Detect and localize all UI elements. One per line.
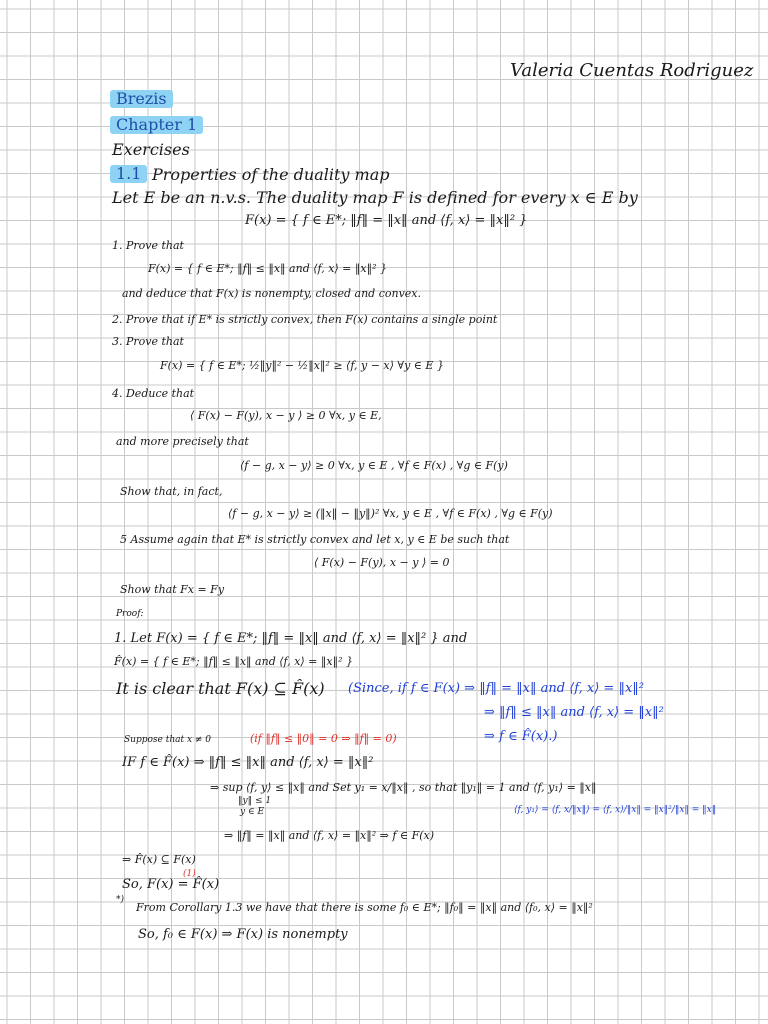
chapter-heading: Chapter 1	[110, 116, 203, 134]
exercise-3-label: 3. Prove that	[112, 335, 184, 348]
proof-footnote-mark: (1)	[183, 869, 196, 879]
proof-asterisk: *)	[116, 895, 125, 905]
proof-note-2: ⇒ ‖f‖ ≤ ‖x‖ and ⟨f, x⟩ = ‖x‖²	[484, 705, 664, 720]
exercise-4-formula-2: ⟨f − g, x − y⟩ ≥ 0 ∀x, y ∈ E , ∀f ∈ F(x) , ∀g ∈ F(y)	[240, 459, 508, 472]
subsection-title: Properties of the duality map	[152, 165, 390, 184]
proof-red-note: (if ‖f‖ ≤ ‖0‖ = 0 ⇒ ‖f‖ = 0)	[250, 732, 397, 745]
author-name: Valeria Cuentas Rodriguez	[510, 60, 754, 81]
exercise-5-formula: ⟨ F(x) − F(y), x − y ⟩ = 0	[314, 556, 450, 569]
proof-sup-constraint: ‖y‖ ≤ 1	[238, 796, 272, 806]
proof-note-3: ⇒ f ∈ F̂(x).)	[484, 729, 558, 744]
exercise-1-label: 1. Prove that	[112, 239, 184, 252]
proof-line-1: 1. Let F(x) = { f ∈ E*; ‖f‖ = ‖x‖ and ⟨f, x⟩ = ‖x‖² } and	[114, 631, 468, 646]
exercise-4-label: 4. Deduce that	[112, 387, 195, 400]
exercise-3-formula: F(x) = { f ∈ E*; ½‖y‖² − ½‖x‖² ≥ ⟨f, y − x⟩ ∀y ∈ E }	[160, 359, 444, 372]
definition-formula: F(x) = { f ∈ E*; ‖f‖ = ‖x‖ and ⟨f, x⟩ = ‖x‖² }	[245, 213, 528, 228]
proof-blue-calc: ⟨f, y₁⟩ = ⟨f, x/‖x‖⟩ = ⟨f, x⟩/‖x‖ = ‖x‖²/‖x‖ = ‖x‖	[514, 805, 717, 815]
exercise-5-show: Show that Fx = Fy	[120, 583, 225, 596]
proof-line-conclude: ⇒ ‖f‖ = ‖x‖ and ⟨f, x⟩ = ‖x‖² ⇒ f ∈ F(x)	[224, 829, 434, 842]
exercise-1-text: and deduce that F(x) is nonempty, closed and convex.	[122, 287, 421, 300]
proof-line-equality: So, F(x) = F̂(x)	[122, 877, 220, 892]
proof-suppose: Suppose that x ≠ 0	[124, 735, 212, 745]
exercise-4-formula-3: ⟨f − g, x − y⟩ ≥ (‖x‖ − ‖y‖)² ∀x, y ∈ E , ∀f ∈ F(x) , ∀g ∈ F(y)	[228, 507, 553, 520]
proof-nonempty: So, f₀ ∈ F(x) ⇒ F(x) is nonempty	[138, 927, 348, 942]
exercise-4-formula: ⟨ F(x) − F(y), x − y ⟩ ≥ 0 ∀x, y ∈ E,	[190, 409, 382, 422]
definition-line: Let E be an n.v.s. The duality map F is defined for every x ∈ E by	[112, 188, 638, 207]
proof-line-3: It is clear that F(x) ⊆ F̂(x)	[116, 679, 325, 698]
proof-line-inclusion: ⇒ F̂(x) ⊆ F(x)	[122, 853, 196, 866]
proof-line-2: F̂(x) = { f ∈ E*; ‖f‖ ≤ ‖x‖ and ⟨f, x⟩ = ‖x‖² }	[114, 655, 354, 668]
exercise-5-text: 5 Assume again that E* is strictly convex and let x, y ∈ E be such that	[120, 533, 510, 546]
proof-corollary: From Corollary 1.3 we have that there is some f₀ ∈ E*; ‖f₀‖ = ‖x‖ and ⟨f₀, x⟩ = ‖x‖²	[136, 901, 593, 914]
proof-line-if: IF f ∈ F̂(x) ⇒ ‖f‖ ≤ ‖x‖ and ⟨f, x⟩ = ‖x‖²	[122, 755, 374, 770]
exercise-4-text: and more precisely that	[116, 435, 249, 448]
proof-sup-domain: y ∈ E	[240, 807, 265, 817]
exercise-4-show: Show that, in fact,	[120, 485, 223, 498]
exercises-heading: Exercises	[112, 140, 190, 159]
exercise-2-text: 2. Prove that if E* is strictly convex, then F(x) contains a single point	[112, 313, 498, 326]
exercise-1-formula: F(x) = { f ∈ E*; ‖f‖ ≤ ‖x‖ and ⟨f, x⟩ = ‖x‖² }	[148, 262, 388, 275]
proof-note-since: (Since, if f ∈ F(x) ⇒ ‖f‖ = ‖x‖ and ⟨f, x⟩ = ‖x‖²	[348, 681, 644, 696]
subsection-number: 1.1	[110, 165, 147, 183]
proof-label: Proof:	[116, 609, 144, 619]
proof-line-sup: ⇒ sup ⟨f, y⟩ ≤ ‖x‖ and Set y₁ = x/‖x‖ , so that ‖y₁‖ = 1 and ⟨f, y₁⟩ = ‖x‖	[210, 781, 597, 794]
book-title: Brezis	[110, 90, 173, 108]
